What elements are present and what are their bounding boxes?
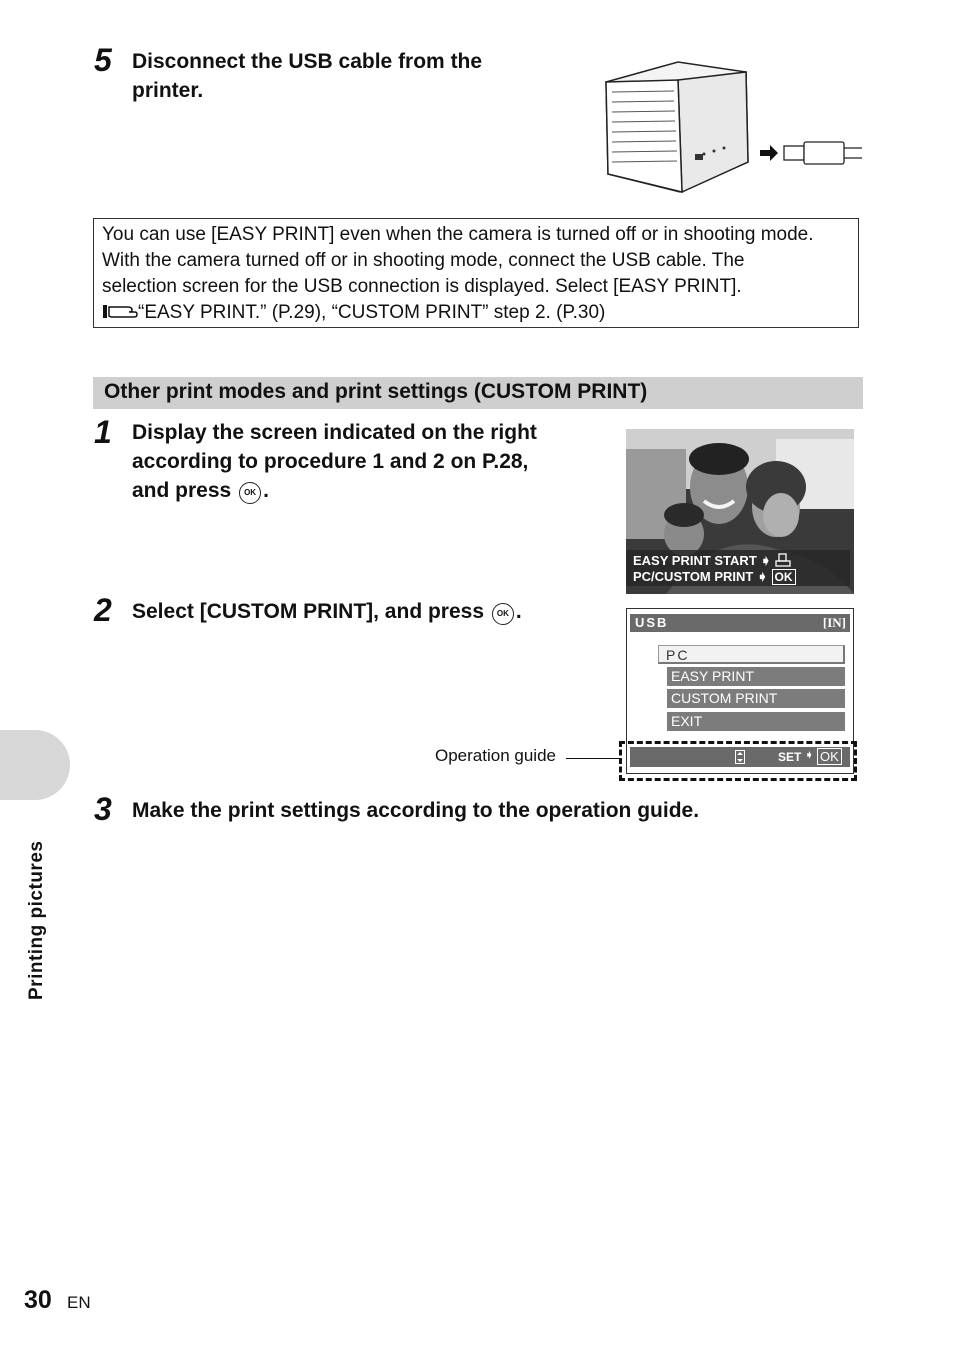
ok-box-icon: OK bbox=[817, 748, 842, 765]
arrow-icon: ➧ bbox=[757, 569, 768, 584]
usb-option-exit[interactable]: EXIT bbox=[667, 712, 845, 731]
step-1-line1: Display the screen indicated on the right bbox=[132, 421, 537, 444]
info-note-box bbox=[93, 218, 859, 328]
set-label: SET bbox=[778, 750, 802, 764]
note-line-4 bbox=[102, 300, 850, 326]
section-header bbox=[93, 377, 863, 409]
usb-option-custom-print[interactable]: CUSTOM PRINT bbox=[667, 689, 845, 708]
note-line-1: You can use [EASY PRINT] even when the camera is turned off or in shooting mode. bbox=[102, 224, 814, 245]
chapter-title-vertical: Printing pictures bbox=[26, 840, 47, 1000]
step-1-line2: according to procedure 1 and 2 on P.28, bbox=[132, 450, 529, 473]
step-2-number: 2 bbox=[94, 592, 112, 628]
usb-option-pc[interactable]: PC bbox=[658, 645, 845, 664]
step-1-line3-text: and press bbox=[132, 479, 232, 502]
step-5-line1: Disconnect the USB cable from the bbox=[132, 50, 483, 73]
reference-hand-icon bbox=[102, 302, 138, 320]
step-2-period: . bbox=[515, 600, 522, 623]
step-5-number: 5 bbox=[94, 42, 112, 78]
pc-custom-print-label: PC/CUSTOM PRINT bbox=[633, 569, 754, 584]
step-1-number: 1 bbox=[94, 414, 112, 450]
step-1-period: . bbox=[263, 479, 269, 502]
step-2-text bbox=[132, 597, 522, 626]
step-3-number: 3 bbox=[94, 791, 112, 827]
usb-option-easy-print[interactable]: EASY PRINT bbox=[667, 667, 845, 686]
easy-print-start-line bbox=[633, 553, 791, 569]
ok-button-icon: OK bbox=[239, 482, 261, 504]
note-reference-text: “EASY PRINT.” (P.29), “CUSTOM PRINT” step 2. (P.30) bbox=[138, 302, 606, 323]
step-5-text bbox=[132, 47, 482, 105]
operation-guide-label: Operation guide bbox=[435, 746, 556, 765]
camera-photo-screen bbox=[626, 429, 854, 594]
ok-button-icon: OK bbox=[492, 603, 514, 625]
arrow-icon: ➧ bbox=[760, 553, 772, 568]
page-number: 30 bbox=[24, 1286, 52, 1314]
usb-screen-header bbox=[630, 614, 850, 632]
note-line-2: With the camera turned off or in shooting mode, connect the USB cable. The bbox=[102, 250, 745, 271]
note-line-3: selection screen for the USB connection is displayed. Select [EASY PRINT]. bbox=[102, 276, 742, 297]
step-5-line2: printer. bbox=[132, 79, 204, 102]
print-icon bbox=[775, 553, 791, 567]
easy-print-start-label: EASY PRINT START bbox=[633, 553, 757, 568]
callout-line bbox=[566, 758, 622, 759]
arrow-icon: ➧ bbox=[805, 750, 814, 761]
ok-box-icon: OK bbox=[772, 569, 796, 585]
step-3-text: Make the print settings according to the operation guide. bbox=[132, 799, 700, 822]
page-language: EN bbox=[67, 1293, 91, 1312]
operation-guide-highlight bbox=[619, 741, 857, 781]
internal-memory-icon: [IN] bbox=[822, 615, 846, 630]
step-1-text bbox=[132, 418, 537, 505]
printer-illustration bbox=[600, 58, 866, 196]
step-1-line3 bbox=[132, 476, 537, 505]
section-title: Other print modes and print settings (CUSTOM PRINT) bbox=[104, 380, 648, 403]
step-2-label: Select [CUSTOM PRINT], and press bbox=[132, 600, 485, 623]
pc-custom-print-line bbox=[633, 569, 796, 585]
usb-screen-title: USB bbox=[635, 615, 669, 630]
